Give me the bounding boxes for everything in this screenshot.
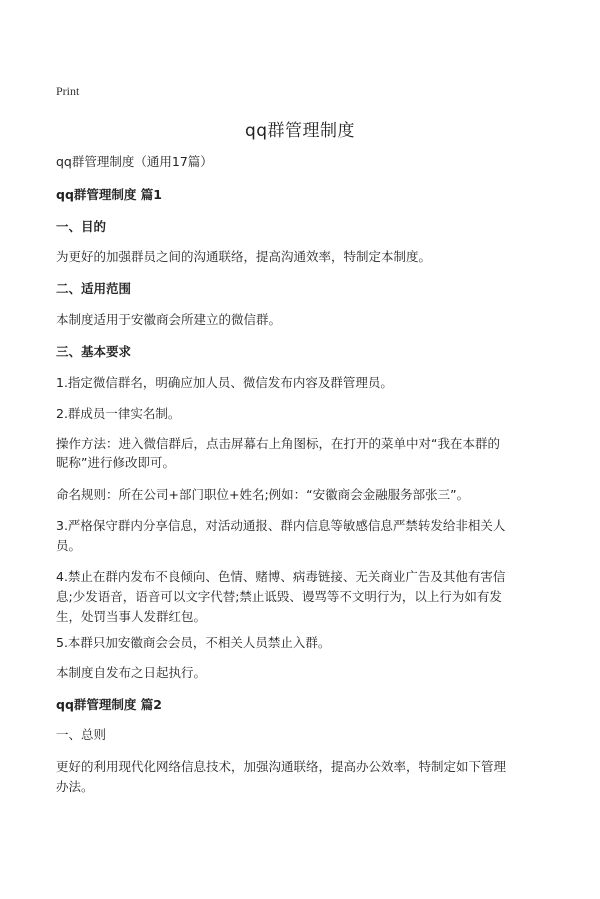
requirement-item-5: 5.本群只加安徽商会会员，不相关人员禁止入群。	[56, 635, 331, 650]
document-subtitle: qq群管理制度（通用17篇）	[56, 154, 213, 169]
paragraph-general-line-2: 办法。	[56, 779, 94, 794]
requirement-item-2: 2.群成员一律实名制。	[56, 406, 181, 421]
heading-purpose: 一、目的	[56, 219, 107, 234]
paragraph-purpose: 为更好的加强群员之间的沟通联络，提高沟通效率，特制定本制度。	[56, 249, 432, 264]
requirement-item-4-line-2: 息;少发语音，语音可以文字代替;禁止诋毁、谩骂等不文明行为，以上行为如有发	[56, 589, 502, 604]
paragraph-scope: 本制度适用于安徽商会所建立的微信群。	[56, 312, 282, 327]
requirement-item-1: 1.指定微信群名，明确应加人员、微信发布内容及群管理员。	[56, 375, 393, 390]
requirement-item-4-line-3: 生，处罚当事人发群红包。	[56, 609, 207, 624]
heading-general: 一、总则	[56, 727, 107, 742]
section-heading-2: qq群管理制度 篇2	[56, 697, 162, 712]
naming-rule: 命名规则：所在公司+部门职位+姓名;例如：“安徽商会金融服务部张三”。	[56, 487, 470, 502]
operation-method-line-2: 昵称”进行修改即可。	[56, 455, 175, 470]
requirement-item-4-line-1: 4.禁止在群内发布不良倾向、色情、赌博、病毒链接、无关商业广告及其他有害信	[56, 569, 506, 584]
heading-scope: 二、适用范围	[56, 281, 132, 296]
print-link[interactable]: Print	[56, 84, 80, 98]
requirement-item-3-line-1: 3.严格保守群内分享信息，对活动通报、群内信息等敏感信息严禁转发给非相关人	[56, 518, 506, 533]
effective-date: 本制度自发布之日起执行。	[56, 665, 207, 680]
operation-method-line-1: 操作方法：进入微信群后，点击屏幕右上角图标，在打开的菜单中对“我在本群的	[56, 436, 500, 451]
heading-requirements: 三、基本要求	[56, 344, 132, 359]
paragraph-general-line-1: 更好的利用现代化网络信息技术，加强沟通联络，提高办公效率，特制定如下管理	[56, 759, 507, 774]
page-title: qq群管理制度	[244, 121, 356, 141]
requirement-item-3-line-2: 员。	[56, 538, 82, 553]
section-heading-1: qq群管理制度 篇1	[56, 187, 162, 202]
